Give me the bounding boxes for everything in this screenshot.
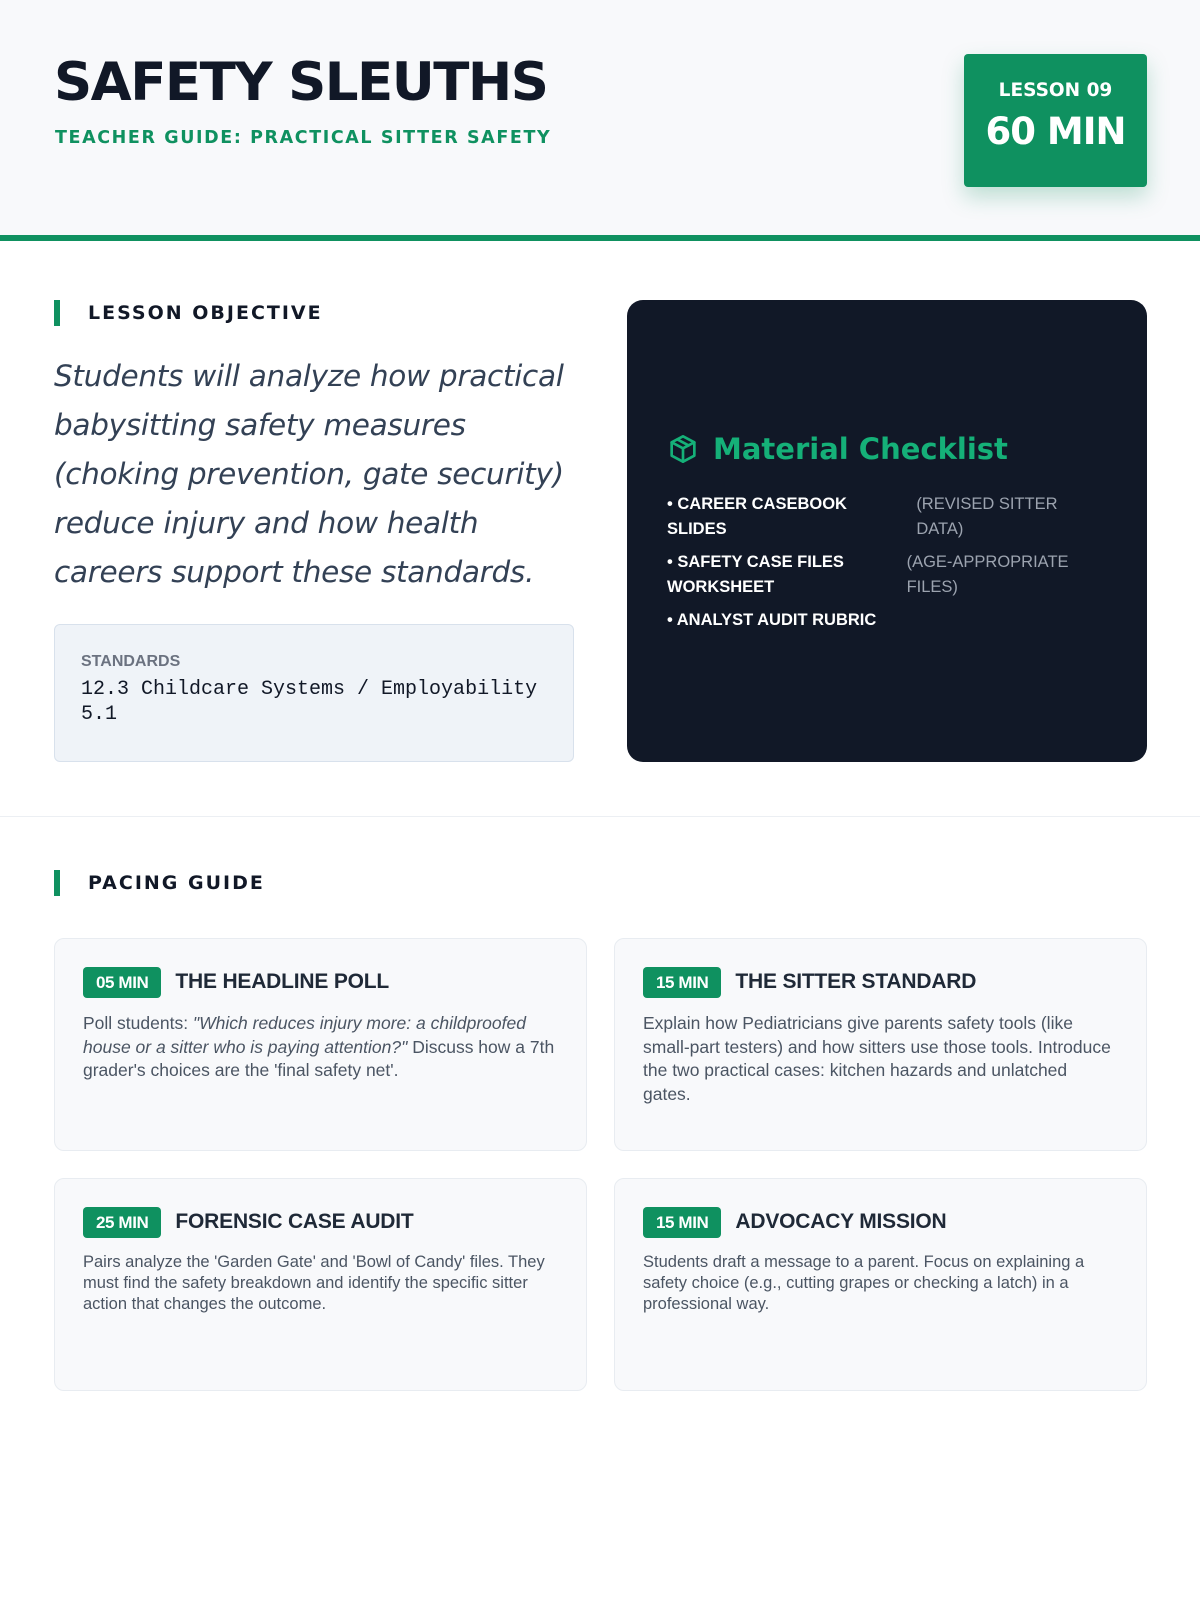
lesson-duration: 60 MIN	[985, 110, 1126, 153]
pacing-card-header	[643, 966, 1118, 998]
pacing-card-title: THE HEADLINE POLL	[175, 970, 390, 993]
pacing-card-header	[83, 966, 558, 998]
package-icon	[667, 433, 699, 465]
pacing-card-body: Explain how Pediatricians give parents safety tools (like small-part testers) and how sitters use those tools. Introduce the two practical cases: kitchen hazards and unlatched gates.	[643, 1013, 1111, 1104]
checklist-item-name: • ANALYST AUDIT RUBRIC	[667, 611, 877, 629]
pacing-card	[54, 938, 587, 1151]
checklist-item	[667, 608, 1107, 633]
body-outro: Discuss how a 7th grader's choices are the 'final safety net'.	[83, 1036, 555, 1080]
pacing-card-title: FORENSIC CASE AUDIT	[175, 1210, 414, 1233]
objective-text: Students will analyze how practical babysitting safety measures (choking prevention, gate security) reduce injury and how health careers support these standards.	[54, 359, 564, 589]
standards-box	[54, 624, 574, 762]
checklist-item-note: (AGE-APPROPRIATE FILES)	[906, 553, 1069, 596]
checklist-item-name: • CAREER CASEBOOK SLIDES	[667, 495, 847, 538]
section-divider	[0, 816, 1200, 817]
page-title: SAFETY SLEUTHS	[54, 52, 548, 113]
pacing-card-title: THE SITTER STANDARD	[735, 970, 977, 993]
pacing-card-title: ADVOCACY MISSION	[735, 1210, 947, 1233]
checklist-item-name: • SAFETY CASE FILES WORKSHEET	[667, 553, 844, 596]
pacing-card	[54, 1178, 587, 1391]
body-intro: Poll students:	[83, 1013, 193, 1033]
checklist-item	[667, 550, 1107, 600]
pacing-card-body	[83, 1012, 558, 1083]
objective-heading: LESSON OBJECTIVE	[54, 300, 323, 326]
lesson-number: LESSON 09	[998, 80, 1113, 101]
checklist-title: Material Checklist	[713, 432, 1008, 466]
lesson-badge	[964, 54, 1147, 187]
pacing-card-header	[83, 1206, 558, 1238]
standards-label: STANDARDS	[81, 653, 181, 670]
page-header	[0, 0, 1200, 241]
checklist-item	[667, 492, 1107, 542]
pacing-card-body: Students draft a message to a parent. Focus on explaining a safety choice (e.g., cutting grapes or checking a latch) in a professional way.	[643, 1253, 1085, 1313]
time-badge: 25 MIN	[83, 1207, 161, 1238]
poll-question: "Which reduces injury more: a childproofed house or a sitter who is paying attention?"	[83, 1013, 526, 1057]
pacing-card-body: Pairs analyze the 'Garden Gate' and 'Bowl of Candy' files. They must find the safety breakdown and identify the specific sitter action that changes the outcome.	[83, 1253, 545, 1313]
checklist-item-note: (REVISED SITTER DATA)	[916, 495, 1058, 538]
pacing-card	[614, 1178, 1147, 1391]
time-badge: 05 MIN	[83, 967, 161, 998]
checklist-list	[667, 492, 1107, 641]
checklist-title-row	[667, 432, 1008, 466]
pacing-card	[614, 938, 1147, 1151]
standards-value: 12.3 Childcare Systems / Employability 5.1	[81, 678, 538, 726]
time-badge: 15 MIN	[643, 967, 721, 998]
material-checklist-card	[627, 300, 1147, 762]
pacing-card-header	[643, 1206, 1118, 1238]
time-badge: 15 MIN	[643, 1207, 721, 1238]
page-subtitle: TEACHER GUIDE: PRACTICAL SITTER SAFETY	[55, 128, 552, 148]
pacing-heading: PACING GUIDE	[54, 870, 265, 896]
